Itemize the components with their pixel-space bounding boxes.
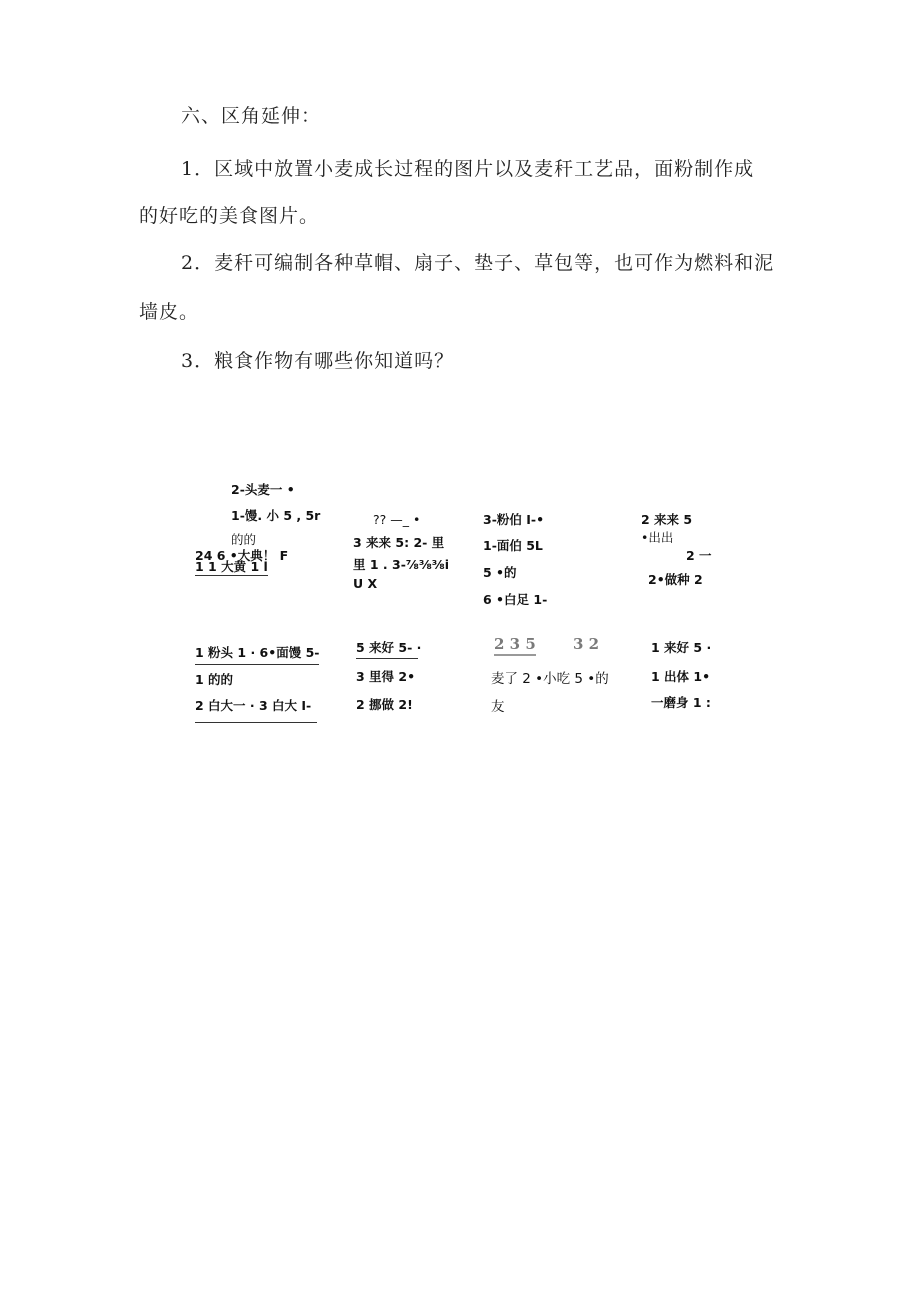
fig6-line-2: 3 里得 2•	[356, 669, 416, 684]
fig2-line-2: 3 来来 5: 2- 里	[353, 535, 445, 550]
fig4-line-4: 2•做种 2	[648, 572, 703, 587]
fig8-line-1: 1 来好 5 ·	[651, 640, 712, 655]
item-2-line-1: 2．麦秆可编制各种草帽、扇子、垫子、草包等，也可作为燃料和泥	[181, 252, 775, 274]
fig4-line-3: 2 一	[686, 548, 712, 563]
fig7-line-3: 麦了 2 •小吃 5 •的	[491, 671, 609, 687]
fig4-line-1: 2 来来 5	[641, 512, 693, 527]
fig7-line-2: 3 2	[573, 635, 600, 653]
fig8-line-3: 一磨身 1 :	[651, 695, 711, 710]
fig2-line-3: 里 1 . 3-⅞⅜⅜i	[353, 557, 449, 572]
fig3-line-3: 5 •的	[483, 565, 517, 580]
item-3-line-1: 3．粮食作物有哪些你知道吗？	[181, 350, 455, 372]
fig3-line-1: 3-粉伯 I-•	[483, 512, 545, 527]
fig7-line-4: 友	[491, 699, 505, 715]
fig1-line-5: 1 1 大黄 1 l	[195, 559, 268, 574]
fig8-line-2: 1 出体 1•	[651, 669, 711, 684]
fig5-line-3: 2 白大一 · 3 白大 I-	[195, 696, 317, 723]
item-2-line-2: 墙皮。	[139, 301, 200, 323]
item-1-line-2: 的好吃的美食图片。	[139, 205, 320, 227]
fig1-line-3: 的的	[231, 532, 257, 547]
section-title: 六、区角延伸：	[181, 105, 322, 127]
fig1-line-4: 24 6 •大典！ F	[195, 548, 289, 563]
item-1-line-1: 1．区域中放置小麦成长过程的图片以及麦秆工艺品，面粉制作成	[181, 158, 755, 180]
fig7-line-1: 2 3 5	[494, 635, 536, 656]
fig3-line-2: 1-面伯 5L	[483, 538, 543, 553]
fig5-line-2: 1 的的	[195, 672, 234, 687]
fig1-line-2: 1-馒. 小 5 , 5r	[231, 508, 321, 523]
fig2-line-4: U X	[353, 576, 378, 591]
fig6-line-3: 2 挪做 2!	[356, 697, 413, 712]
fig1-line-1: 2-头麦一 •	[231, 482, 295, 497]
fig3-line-4: 6 •白足 1-	[483, 592, 548, 607]
fig6-line-1: 5 来好 5- ·	[356, 638, 418, 659]
fig5-line-1: 1 粉头 1 · 6•面馒 5-	[195, 643, 319, 665]
fig2-line-1: ?? —_ •	[373, 512, 421, 527]
fig4-line-2: •出出	[641, 530, 674, 545]
